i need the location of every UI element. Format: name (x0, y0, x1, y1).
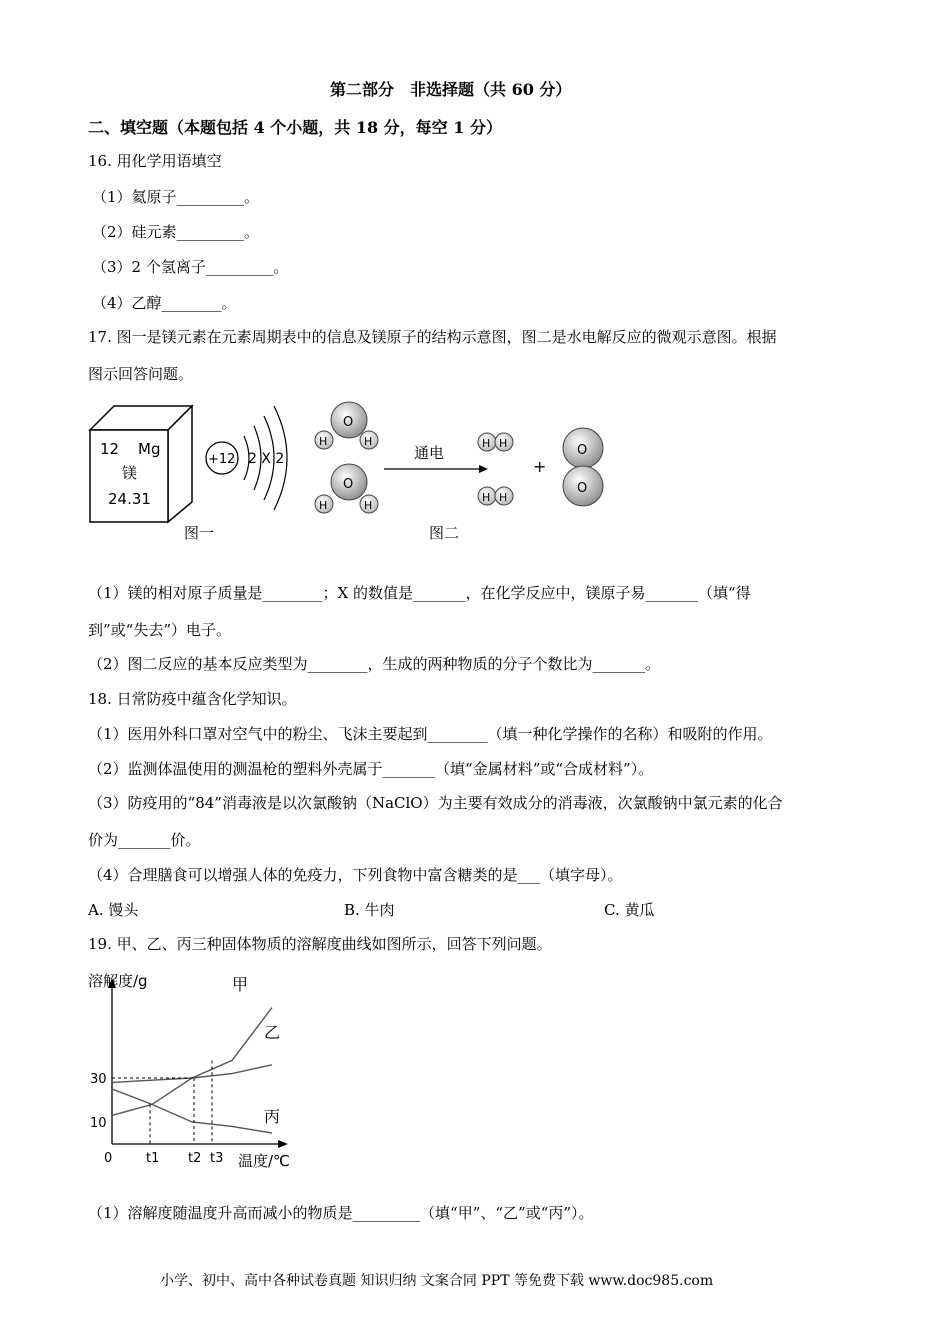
svg-text:H: H (499, 437, 508, 450)
q16-item-3: （3）2 个氢离子_________。 (92, 258, 289, 276)
svg-text:O: O (343, 477, 354, 492)
page-footer: 小学、初中、高中各种试卷真题 知识归纳 文案合同 PPT 等免费下载 www.doc985.com (160, 1273, 714, 1289)
q18-item-2: （2）监测体温使用的测温枪的塑料外壳属于_______（填“金属材料”或“合成材料”）。 (88, 760, 654, 778)
q17-sub1-line2: 到”或“失去”）电子。 (88, 621, 232, 639)
nucleus-charge: +12 (208, 452, 236, 467)
y-tick-label: 10 (90, 1116, 107, 1131)
q18-option-c: C. 黄瓜 (604, 901, 655, 919)
q18-option-a: A. 馒头 (88, 901, 139, 919)
svg-text:H: H (482, 437, 491, 450)
q16-stem: 16. 用化学用语填空 (88, 152, 222, 170)
curve-2 (112, 1065, 272, 1083)
hydrogen-molecule-2 (478, 487, 513, 505)
hydrogen-molecule-1 (478, 433, 513, 451)
q16-item-2: （2）硅元素_________。 (92, 223, 260, 241)
svg-text:O: O (577, 443, 588, 458)
q17-stem-line1: 17. 图一是镁元素在元素周期表中的信息及镁原子的结构示意图，图二是水电解反应的微观示意图。根据 (88, 328, 777, 346)
q18-item-3-cont: 价为_______价。 (88, 831, 201, 849)
curve-label-1: 甲 (232, 975, 249, 994)
curve-label-2: 乙 (264, 1023, 281, 1042)
curve-label-3: 丙 (264, 1107, 281, 1126)
svg-text:H: H (482, 491, 491, 504)
x-tick-label: t3 (210, 1151, 224, 1166)
svg-text:H: H (319, 499, 328, 512)
mg-atom-structure (206, 406, 287, 510)
q18-item-1: （1）医用外科口罩对空气中的粉尘、飞沫主要起到________（填一种化学操作的名称）和吸附的作用。 (88, 725, 773, 743)
element-symbol: Mg (138, 440, 161, 458)
q16-item-4: （4）乙醇________。 (92, 294, 237, 312)
y-tick-label: 30 (90, 1072, 107, 1087)
q17-sub2: （2）图二反应的基本反应类型为________，生成的两种物质的分子个数比为_______。 (88, 655, 661, 673)
q19-stem: 19. 甲、乙、丙三种固体物质的溶解度曲线如图所示，回答下列问题。 (88, 935, 552, 953)
q17-sub1-line1: （1）镁的相对原子质量是________；X 的数值是_______，在化学反应中，镁原子易_______（填“得 (88, 584, 751, 602)
reaction-arrow (384, 444, 488, 473)
atomic-number: 12 (100, 440, 120, 458)
q17-stem-line2: 图示回答问题。 (88, 365, 194, 383)
curve-3 (112, 1089, 272, 1133)
q18-item-3: （3）防疫用的“84”消毒液是以次氯酸钠（NaClO）为主要有效成分的消毒液，次氯酸钠中氯元素的化合 (88, 794, 783, 812)
plus-sign: + (533, 457, 547, 476)
svg-text:H: H (499, 491, 508, 504)
periodic-table-cube (90, 406, 192, 522)
svg-text:H: H (364, 435, 373, 448)
x-tick-label: t2 (188, 1151, 202, 1166)
curve-1 (112, 1008, 272, 1116)
q18-stem: 18. 日常防疫中蕴含化学知识。 (88, 690, 297, 708)
atomic-mass: 24.31 (108, 490, 151, 508)
solubility-chart (86, 966, 316, 1176)
q19-sub1: （1）溶解度随温度升高而减小的物质是_________（填“甲”、“乙”或“丙”）。 (88, 1204, 594, 1222)
element-name: 镁 (122, 464, 138, 482)
svg-text:O: O (343, 415, 354, 430)
q18-option-b: B. 牛肉 (344, 901, 395, 919)
figure1-caption: 图一 (184, 524, 215, 542)
water-molecule-1 (315, 402, 378, 449)
q16-item-1: （1）氦原子_________。 (92, 188, 260, 206)
electron-shells: 2 X 2 (248, 451, 285, 467)
part-title: 第二部分 非选择题（共 60 分） (330, 80, 572, 99)
x-tick-label: t1 (146, 1151, 160, 1166)
y-axis-label: 溶解度/g (88, 972, 148, 990)
svg-text:O: O (577, 481, 588, 496)
oxygen-molecule (563, 428, 603, 506)
figure2-caption: 图二 (429, 524, 460, 542)
x-axis-label: 温度/℃ (238, 1152, 290, 1170)
svg-text:H: H (364, 499, 373, 512)
q17-figures (86, 396, 626, 548)
section-title: 二、填空题（本题包括 4 个小题，共 18 分，每空 1 分） (88, 118, 502, 137)
svg-text:H: H (319, 435, 328, 448)
water-molecule-2 (315, 464, 378, 513)
electrolysis-label: 通电 (414, 444, 445, 462)
x-axis-arrow (278, 1140, 288, 1148)
q18-item-4: （4）合理膳食可以增强人体的免疫力，下列食物中富含糖类的是___（填字母）。 (88, 866, 623, 884)
origin-label: 0 (104, 1151, 113, 1166)
